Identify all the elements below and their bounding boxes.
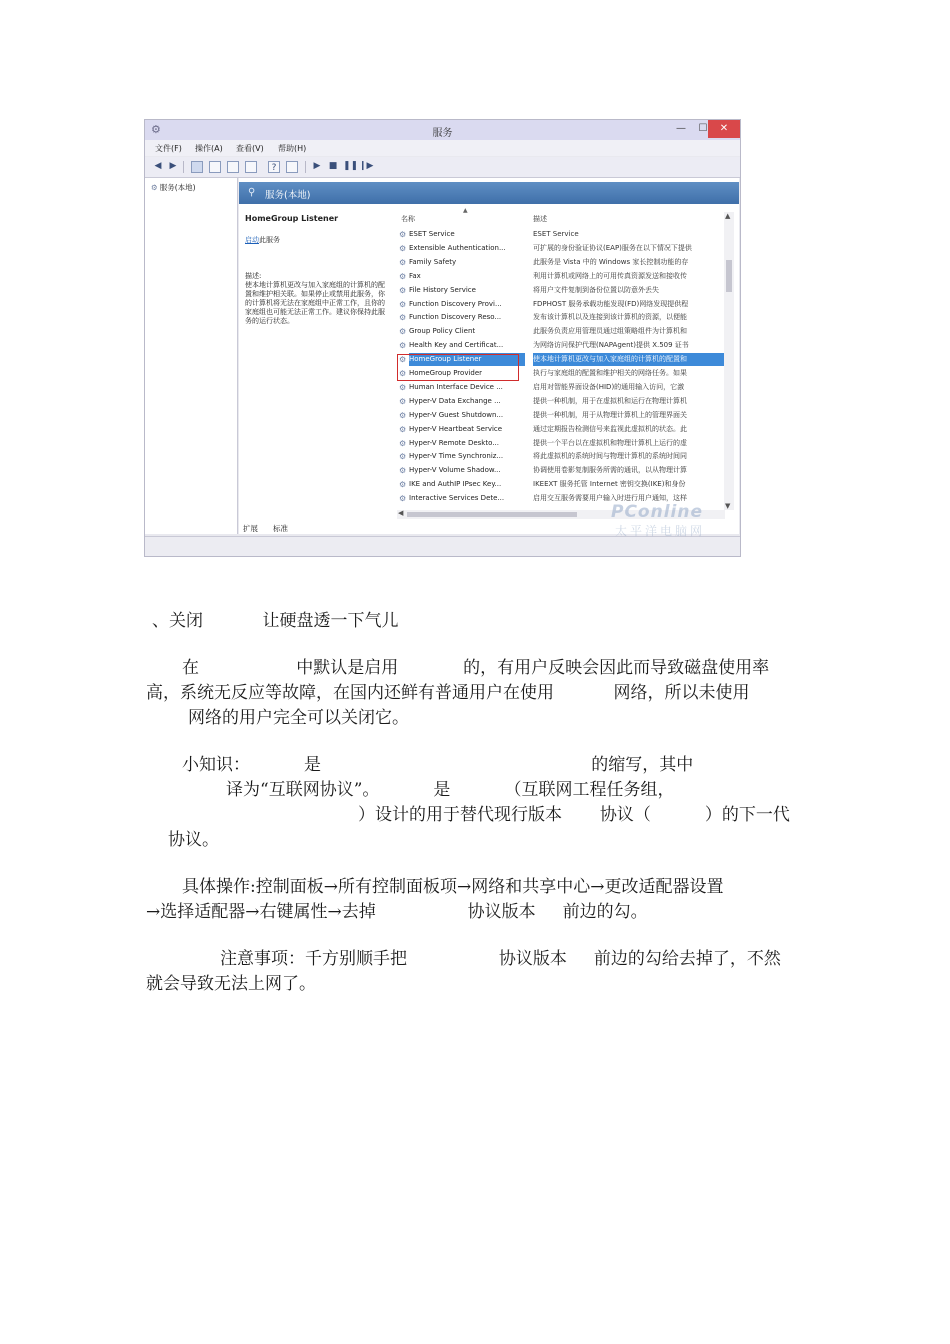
service-row[interactable] (397, 298, 727, 311)
pause-service-icon[interactable]: ❚❚ (343, 161, 359, 171)
paragraph-2-line-3: ）设计的用于替代现行版本 协议（ ）的下一代 (358, 805, 790, 825)
toolbar (145, 157, 740, 178)
watermark: PConline (611, 502, 704, 522)
list-header (397, 207, 727, 224)
service-gear-icon: ⚙ (399, 452, 407, 462)
paragraph-1-line-3: 网络的用户完全可以关闭它。 (188, 708, 409, 728)
column-name-header[interactable]: 名称 (401, 215, 415, 223)
selected-service-name: HomeGroup Listener (245, 214, 339, 223)
pane-header (239, 182, 739, 204)
service-row[interactable] (397, 311, 727, 324)
start-service-link[interactable]: 启动 (245, 236, 259, 244)
service-row[interactable] (397, 270, 727, 283)
service-description: 将用户文件复制到备份位置以防意外丢失 (533, 285, 659, 294)
service-gear-icon: ⚙ (399, 466, 407, 476)
service-description: 提供一种机制，用于在虚拟机和运行在物理计算机 (533, 396, 687, 405)
service-name: Fax (409, 271, 421, 280)
services-app-icon: ⚙ (151, 123, 161, 136)
service-description: ESET Service (533, 230, 579, 238)
service-gear-icon: ⚙ (399, 494, 407, 504)
restart-service-icon[interactable]: ❙▶ (359, 161, 374, 171)
section-heading: 、关闭 让硬盘透一下气儿 (152, 611, 399, 631)
service-description: IKEEXT 服务托管 Internet 密钥交换(IKE)和身份 (533, 480, 686, 489)
service-gear-icon: ⚙ (399, 243, 407, 253)
export-list-icon[interactable] (245, 161, 257, 173)
service-row[interactable] (397, 395, 727, 408)
service-name: Hyper-V Time Synchroniz... (409, 452, 504, 461)
service-description: 此服务是 Vista 中的 Windows 家长控制功能的存 (533, 257, 689, 266)
start-service-icon[interactable]: ▶ (313, 161, 321, 171)
service-name: Human Interface Device ... (409, 382, 503, 391)
service-gear-icon: ⚙ (399, 271, 407, 281)
service-gear-icon: ⚙ (399, 327, 407, 337)
description-text: 使本地计算机更改与加入家庭组的计算机的配置和维护相关联。如果停止或禁用此服务，你的计算机将无法在家庭组中正常工作，且你的家庭组也可能无法正常工作。建议你保持此服务的运行状态。 (245, 281, 385, 325)
highlight-box (397, 354, 519, 381)
service-name: Hyper-V Volume Shadow... (409, 466, 501, 475)
service-gear-icon: ⚙ (399, 424, 407, 434)
paragraph-3-line-1: 具体操作:控制面板→所有控制面板项→网络和共享中心→更改适配器设置 (182, 877, 724, 897)
menu-file[interactable]: 文件(F) (155, 144, 182, 153)
service-name: Health Key and Certificat... (409, 341, 504, 350)
menu-help[interactable]: 帮助(H) (278, 144, 307, 153)
description-label: 描述: (245, 272, 262, 280)
service-row[interactable] (397, 339, 727, 352)
service-gear-icon: ⚙ (399, 257, 407, 267)
console-icon[interactable] (286, 161, 298, 173)
service-row[interactable] (397, 464, 727, 477)
service-description: 此服务负责应用管理员通过组策略组件为计算机和 (533, 327, 687, 336)
service-name: Extensible Authentication... (409, 243, 506, 252)
service-name: Interactive Services Dete... (409, 494, 505, 503)
service-row[interactable] (397, 423, 727, 436)
service-name: Function Discovery Reso... (409, 313, 502, 322)
forward-arrow-icon[interactable]: ▶ (169, 161, 177, 171)
status-bar (145, 536, 740, 557)
service-description: 将此虚拟机的系统时间与物理计算机的系统时间同 (533, 452, 687, 461)
service-description: 启用对智能界面设备(HID)的通用输入访问，它激 (533, 382, 685, 391)
show-hide-tree-icon[interactable] (191, 161, 203, 173)
paragraph-2-line-4: 协议。 (168, 830, 219, 850)
service-gear-icon: ⚙ (399, 396, 407, 406)
service-gear-icon: ⚙ (399, 299, 407, 309)
start-link-suffix: 此服务 (259, 236, 280, 244)
pane-header-title: 服务(本地) (265, 190, 311, 201)
sort-arrow-icon: ▲ (463, 207, 468, 214)
service-row[interactable] (397, 228, 727, 241)
tab-standard[interactable]: 标准 (273, 524, 288, 533)
vertical-scrollbar[interactable] (724, 212, 734, 510)
paragraph-3-line-2: →选择适配器→右键属性→去掉 协议版本 前边的勾。 (146, 902, 648, 922)
service-gear-icon: ⚙ (399, 341, 407, 351)
service-name: Group Policy Client (409, 327, 476, 336)
service-description: 可扩展的身份验证协议(EAP)服务在以下情况下提供 (533, 243, 692, 252)
service-row[interactable] (397, 284, 727, 297)
refresh-icon[interactable] (227, 161, 239, 173)
services-window-screenshot (144, 119, 741, 557)
gear-icon: ⚙ (151, 183, 158, 192)
service-gear-icon: ⚙ (399, 313, 407, 323)
service-gear-icon: ⚙ (399, 382, 407, 392)
service-gear-icon: ⚙ (399, 438, 407, 448)
service-description: 协调使用卷影复制服务所需的通讯，以从物理计算 (533, 466, 687, 475)
service-description: 提供一种机制，用于从物理计算机上的管理界面关 (533, 410, 687, 419)
scroll-up-icon[interactable]: ▲ (725, 212, 731, 220)
service-description: 提供一个平台以在虚拟机和物理计算机上运行的虚 (533, 438, 687, 447)
services-pane (239, 178, 739, 534)
service-row[interactable] (397, 478, 727, 491)
maximize-button[interactable]: ☐ (698, 123, 708, 134)
service-description: 为网络访问保护代理(NAPAgent)提供 X.509 证书 (533, 341, 689, 350)
service-row[interactable] (397, 409, 727, 422)
toolbar-separator (183, 161, 184, 173)
console-tree (145, 178, 238, 534)
tab-extended[interactable]: 扩展 (243, 524, 258, 533)
service-name: Function Discovery Provi... (409, 299, 502, 308)
service-description: 执行与家庭组的配置和维护相关的网络任务。如果 (533, 369, 687, 377)
scroll-thumb[interactable] (726, 260, 732, 292)
service-name: Family Safety (409, 257, 457, 266)
back-arrow-icon[interactable]: ◀ (154, 161, 162, 171)
service-name: Hyper-V Heartbeat Service (409, 424, 503, 433)
title-bar (145, 120, 740, 140)
service-description: 使本地计算机更改与加入家庭组的计算机的配置和 (533, 353, 727, 366)
watermark-subtitle: 太平洋电脑网 (615, 524, 706, 538)
menu-view[interactable]: 查看(V) (236, 144, 264, 153)
service-gear-icon: ⚙ (399, 355, 407, 365)
column-description-header[interactable]: 描述 (533, 215, 547, 223)
paragraph-2-line-2: 译为“互联网协议”。 是 （互联网工程任务组， (226, 780, 675, 800)
hscroll-thumb[interactable] (407, 512, 577, 517)
service-name: Hyper-V Data Exchange ... (409, 396, 501, 405)
scroll-down-icon[interactable]: ▼ (725, 502, 731, 510)
paragraph-4-line-2: 就会导致无法上网了。 (146, 974, 316, 994)
service-name: Hyper-V Remote Deskto... (409, 438, 499, 447)
service-description: 通过定期报告检测信号来监视此虚拟机的状态。此 (533, 424, 687, 433)
view-tabs (243, 522, 443, 534)
menu-bar (145, 140, 740, 156)
service-description: 启用交互服务需要用户输入时进行用户通知，这样 (533, 494, 687, 503)
service-description: 发布该计算机以及连接到该计算机的资源，以便能 (533, 313, 687, 322)
minimize-button[interactable]: — (676, 123, 686, 134)
menu-action[interactable]: 操作(A) (195, 144, 223, 153)
service-name: ESET Service (409, 230, 455, 238)
service-gear-icon: ⚙ (399, 285, 407, 295)
paragraph-4-line-1: 注意事项：千方别顺手把 协议版本 前边的勾给去掉了，不然 (220, 949, 781, 969)
service-name: HomeGroup Provider (409, 369, 483, 377)
help-icon[interactable]: ? (268, 161, 280, 173)
service-row[interactable] (397, 242, 727, 255)
stop-service-icon[interactable]: ■ (328, 161, 338, 171)
service-description: 利用计算机或网络上的可用传真资源发送和接收传 (533, 271, 687, 280)
service-name: Hyper-V Guest Shutdown... (409, 410, 504, 419)
service-gear-icon: ⚙ (399, 410, 407, 420)
service-row[interactable] (397, 437, 727, 450)
paragraph-1-line-1: 在 中默认是启用 的，有用户反映会因此而导致磁盘使用率 (182, 658, 770, 678)
service-description-panel (245, 214, 391, 325)
service-gear-icon: ⚙ (399, 480, 407, 490)
service-row[interactable] (397, 450, 727, 463)
properties-icon[interactable] (209, 161, 221, 173)
search-icon: ⚲ (248, 187, 256, 198)
service-gear-icon: ⚙ (399, 369, 407, 378)
tree-item-services-local[interactable]: ⚙ 服务(本地) (151, 183, 196, 192)
scroll-left-icon[interactable]: ◀ (398, 509, 404, 517)
service-row[interactable] (397, 325, 727, 338)
service-name: HomeGroup Listener (409, 353, 525, 366)
paragraph-1-line-2: 高，系统无反应等故障，在国内还鲜有普通用户在使用 网络，所以未使用 (146, 683, 750, 703)
close-button[interactable]: ✕ (708, 120, 740, 138)
service-description: FDPHOST 服务承载功能发现(FD)网络发现提供程 (533, 299, 689, 308)
window-title: 服务 (432, 128, 453, 139)
service-row[interactable] (397, 256, 727, 269)
toolbar-separator (305, 161, 306, 173)
service-name: File History Service (409, 285, 476, 294)
service-name: IKE and AuthIP IPsec Key... (409, 480, 502, 489)
service-row[interactable] (397, 381, 727, 394)
service-gear-icon: ⚙ (399, 230, 407, 239)
paragraph-2-line-1: 小知识： 是 的缩写，其中 (182, 755, 694, 775)
